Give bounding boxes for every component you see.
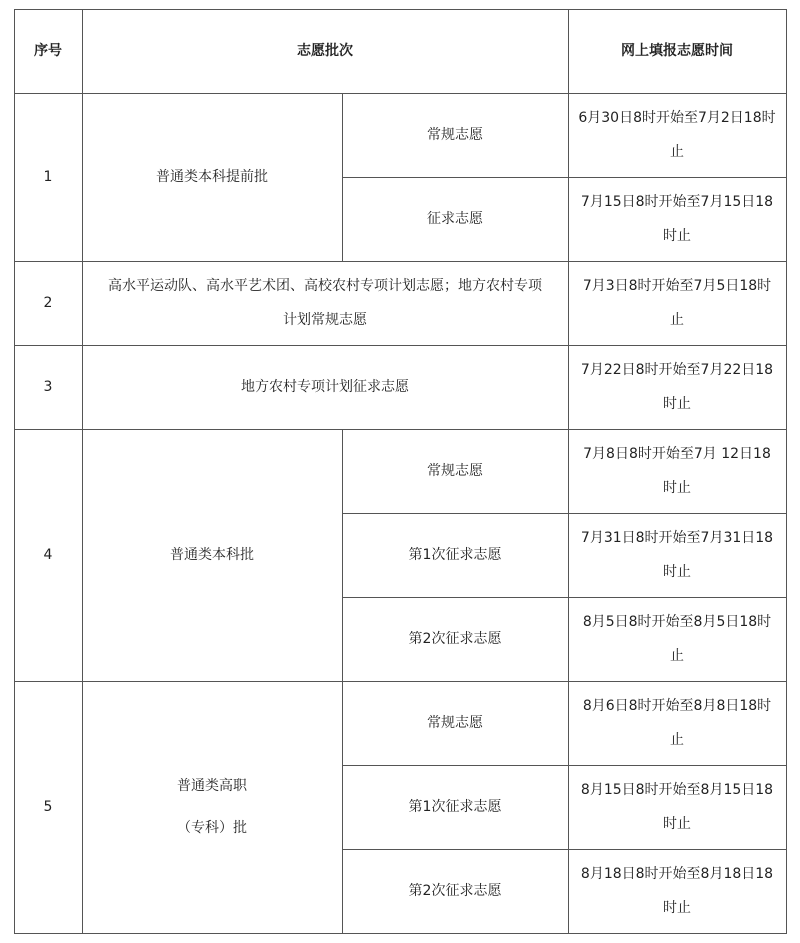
table-divider xyxy=(342,93,343,261)
table-divider xyxy=(14,93,786,94)
sub-batch-name: 第2次征求志愿 xyxy=(408,883,502,899)
sub-batch-name: 常规志愿 xyxy=(427,127,483,143)
sub-batch-name: 常规志愿 xyxy=(427,715,483,731)
table-divider xyxy=(342,765,786,766)
time-cell: 6月30日8时开始至7月2日18时止 xyxy=(578,110,776,160)
row-index: 4 xyxy=(43,547,53,563)
time-cell: 8月15日8时开始至8月15日18时止 xyxy=(580,782,774,832)
table-divider xyxy=(14,681,786,682)
time-cell: 8月18日8时开始至8月18日18时止 xyxy=(580,866,774,916)
time-cell: 7月3日8时开始至7月5日18时止 xyxy=(582,278,772,328)
time-cell: 7月31日8时开始至7月31日18时止 xyxy=(580,530,774,580)
row-index: 5 xyxy=(43,799,53,815)
time-cell: 7月8日8时开始至7月 12日18时止 xyxy=(583,446,771,496)
header-time: 网上填报志愿时间 xyxy=(621,43,733,59)
table-divider xyxy=(342,177,786,178)
row-index: 1 xyxy=(43,169,53,185)
batch-name: 普通类本科提前批 xyxy=(156,169,268,185)
time-cell: 8月6日8时开始至8月8日18时止 xyxy=(582,698,772,748)
table-divider xyxy=(342,429,343,934)
table-border xyxy=(786,9,787,934)
sub-batch-name: 第2次征求志愿 xyxy=(408,631,502,647)
table-divider xyxy=(14,261,786,262)
table-divider xyxy=(14,429,786,430)
batch-name: 地方农村专项计划征求志愿 xyxy=(241,379,409,395)
table-divider xyxy=(342,849,786,850)
header-batch: 志愿批次 xyxy=(297,43,353,59)
header-index: 序号 xyxy=(34,43,62,59)
batch-name: 普通类高职（专科）批 xyxy=(177,778,247,836)
time-cell: 7月22日8时开始至7月22日18时止 xyxy=(580,362,774,412)
table-border xyxy=(14,933,787,934)
table-border xyxy=(14,9,15,934)
sub-batch-name: 常规志愿 xyxy=(427,463,483,479)
table-border xyxy=(14,9,786,10)
row-index: 2 xyxy=(43,295,53,311)
table-divider xyxy=(342,513,786,514)
batch-name: 普通类本科批 xyxy=(170,547,254,563)
time-cell: 8月5日8时开始至8月5日18时止 xyxy=(582,614,772,664)
sub-batch-name: 第1次征求志愿 xyxy=(408,547,502,563)
sub-batch-name: 征求志愿 xyxy=(427,211,483,227)
sub-batch-name: 第1次征求志愿 xyxy=(408,799,502,815)
row-index: 3 xyxy=(43,379,53,395)
time-cell: 7月15日8时开始至7月15日18时止 xyxy=(580,194,774,244)
batch-name: 高水平运动队、高水平艺术团、高校农村专项计划志愿；地方农村专项计划常规志愿 xyxy=(108,278,542,328)
table-divider xyxy=(568,9,569,934)
table-divider xyxy=(342,597,786,598)
table-divider xyxy=(14,345,786,346)
table-divider xyxy=(82,9,83,934)
